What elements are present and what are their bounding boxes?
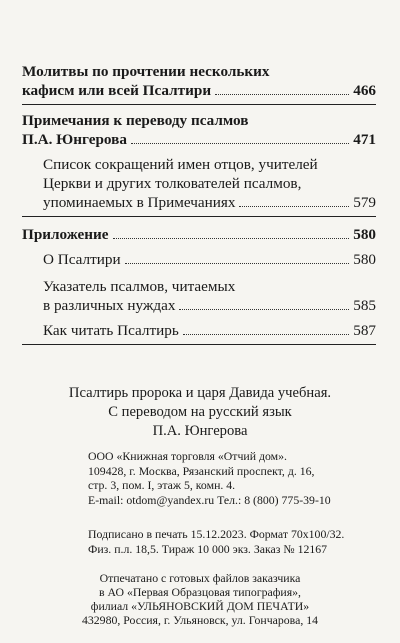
toc-entry-line: упоминаемых в Примечаниях bbox=[43, 194, 236, 211]
leader-dots bbox=[239, 206, 349, 207]
publisher-line: E-mail: otdom@yandex.ru Тел.: 8 (800) 775-39-10 bbox=[88, 492, 331, 507]
leader-dots bbox=[131, 143, 349, 144]
toc-page-number: 579 bbox=[353, 194, 376, 211]
printer-line: в АО «Первая Образцовая типография», bbox=[99, 585, 301, 599]
printer-line: Отпечатано с готовых файлов заказчика bbox=[99, 571, 301, 585]
book-title-block bbox=[0, 384, 400, 441]
toc-page-number: 471 bbox=[353, 131, 376, 148]
table-of-contents bbox=[22, 62, 376, 345]
printer-info bbox=[0, 571, 400, 627]
toc-entry-line: Приложение bbox=[22, 226, 109, 243]
toc-entry-psalm-index[interactable] bbox=[22, 277, 376, 315]
toc-entry-line: П.А. Юнгерова bbox=[22, 131, 127, 148]
toc-page-number: 580 bbox=[353, 251, 376, 268]
publisher-info bbox=[88, 449, 331, 507]
toc-entry-line: Церкви и других толкователей псалмов, bbox=[43, 175, 302, 192]
toc-entry-line: Список сокращений имен отцов, учителей bbox=[43, 156, 318, 173]
toc-entry-line: Молитвы по прочтении нескольких bbox=[22, 63, 270, 80]
toc-entry-about-psalter[interactable] bbox=[22, 250, 376, 269]
toc-entry-line: в различных нуждах bbox=[43, 297, 176, 314]
leader-dots bbox=[125, 263, 350, 264]
publisher-line: стр. 3, пом. I, этаж 5, комн. 4. bbox=[88, 478, 236, 492]
toc-entry-abbreviations[interactable] bbox=[22, 155, 376, 217]
specs-line: Подписано в печать 15.12.2023. Формат 70x100/32. bbox=[88, 527, 345, 541]
toc-page-number: 466 bbox=[353, 82, 376, 99]
leader-dots bbox=[215, 94, 349, 95]
leader-dots bbox=[113, 238, 350, 239]
leader-dots bbox=[179, 309, 349, 310]
toc-page-number: 580 bbox=[353, 226, 376, 243]
divider bbox=[22, 344, 376, 345]
toc-page-number: 587 bbox=[353, 322, 376, 339]
toc-entry-appendix[interactable] bbox=[22, 225, 376, 244]
toc-entry-line: Как читать Псалтирь bbox=[43, 322, 179, 339]
toc-entry-line: Указатель псалмов, читаемых bbox=[43, 278, 236, 295]
toc-entry-notes[interactable] bbox=[22, 111, 376, 149]
publisher-line: ООО «Книжная торговля «Отчий дом». bbox=[88, 449, 287, 463]
title-line: П.А. Юнгерова bbox=[152, 423, 248, 439]
printer-line: 432980, Россия, г. Ульяновск, ул. Гончарова, 14 bbox=[81, 613, 319, 627]
title-line: С переводом на русский язык bbox=[108, 404, 292, 420]
publisher-line: 109428, г. Москва, Рязанский проспект, д. 16, bbox=[88, 463, 315, 478]
divider bbox=[22, 104, 376, 105]
toc-entry-how-to-read[interactable] bbox=[22, 321, 376, 345]
toc-entry-line: О Псалтири bbox=[43, 251, 121, 268]
divider bbox=[22, 216, 376, 217]
toc-entry-line: кафисм или всей Псалтири bbox=[22, 82, 212, 99]
title-line: Псалтирь пророка и царя Давида учебная. bbox=[68, 385, 332, 401]
printer-line: филиал «УЛЬЯНОВСКИЙ ДОМ ПЕЧАТИ» bbox=[90, 599, 310, 613]
toc-entry-prayers[interactable] bbox=[22, 62, 376, 105]
toc-entry-line: Примечания к переводу псалмов bbox=[22, 112, 249, 129]
print-specs bbox=[88, 527, 344, 556]
leader-dots bbox=[183, 334, 349, 335]
specs-line: Физ. п.л. 18,5. Тираж 10 000 экз. Заказ № 12167 bbox=[88, 541, 328, 556]
toc-page-number: 585 bbox=[353, 297, 376, 314]
